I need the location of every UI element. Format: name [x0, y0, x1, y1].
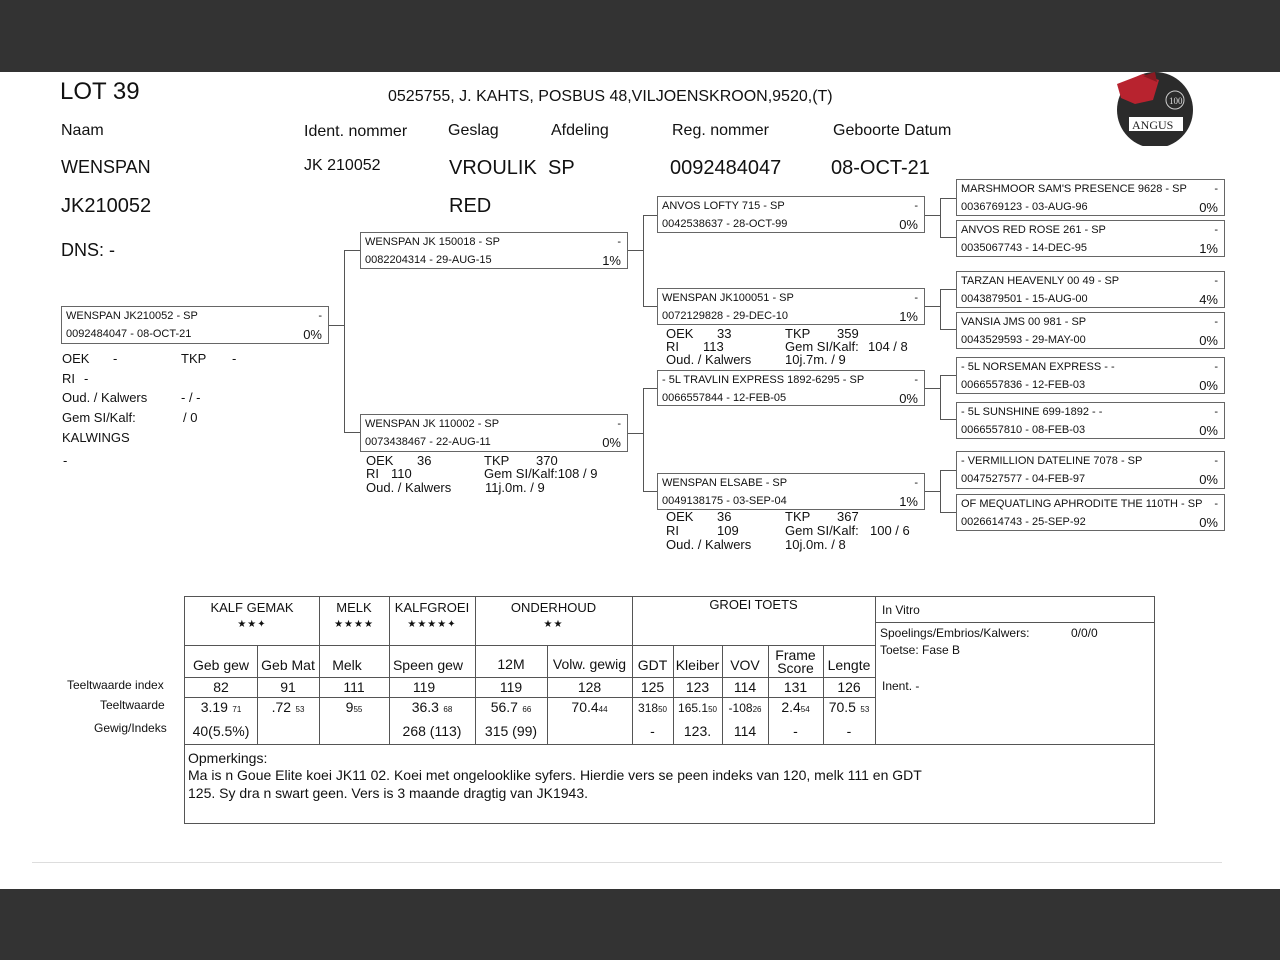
dam-ri-label: RI: [366, 466, 379, 481]
tw-kleiber: 165.150: [678, 701, 717, 715]
col-lengte: Lengte: [827, 657, 871, 673]
self-gem-label: Gem SI/Kalf:: [62, 410, 136, 425]
g24-oud-label: Oud. / Kalwers: [666, 537, 752, 552]
self-ri-label: RI: [62, 371, 75, 386]
group-melk: MELK: [336, 600, 372, 615]
bottom-bar: [0, 889, 1280, 960]
logo-text: ANGUS: [1132, 118, 1174, 132]
index-melk: 111: [343, 679, 365, 695]
gw-lengte: -: [846, 723, 852, 739]
pedigree-gen3-3: TARZAN HEAVENLY 00 49 - SP - 0043879501 - 15-AUG-00 4%: [956, 271, 1225, 308]
pedigree-gen3-1: MARSHMOOR SAM'S PRESENCE 9628 - SP - 0036769123 - 03-AUG-96 0%: [956, 179, 1225, 216]
group-onderhoud: ONDERHOUD: [510, 600, 597, 615]
angus-logo: [1113, 70, 1195, 146]
tw-12m: 56.7 66: [490, 699, 532, 715]
pedigree-gen3-7: - VERMILLION DATELINE 7078 - SP - 0047527577 - 04-FEB-97 0%: [956, 451, 1225, 489]
g21-oud-label: Oud. / Kalwers: [666, 352, 752, 367]
g21-gem-label: Gem SI/Kalf:: [785, 339, 859, 354]
gw-frame-score: -: [793, 723, 798, 739]
sire-reg: 0082204314 - 29-AUG-15: [365, 254, 492, 266]
tw-lengte: 70.5 53: [828, 699, 870, 715]
animal-kleur: RED: [449, 195, 492, 217]
self-ri: -: [84, 371, 89, 386]
pedigree-gen2-1: ANVOS LOFTY 715 - SP - 0042538637 - 28-OCT-99 0%: [657, 196, 925, 233]
dam-ri: 110: [391, 466, 412, 481]
g24-gem: 100 / 6: [870, 523, 910, 538]
animal-geboorte: 08-OCT-21: [831, 157, 930, 179]
index-kleiber: 123: [685, 679, 710, 695]
animal-reg: 0092484047: [670, 157, 782, 179]
remarks-line-2: 125. Sy dra n swart geen. Vers is 3 maande dragtig van JK1943.: [188, 785, 589, 801]
dam-oud-label: Oud. / Kalwers: [366, 480, 452, 495]
col-12m: 12M: [497, 656, 525, 672]
g21-tkp-label: TKP: [785, 326, 811, 341]
index-12m: 119: [499, 679, 523, 695]
pedigree-gen3-4: VANSIA JMS 00 981 - SP - 0043529593 - 29-MAY-00 0%: [956, 312, 1225, 349]
gw-12m: 315 (99): [484, 723, 538, 739]
header-reg: Reg. nommer: [672, 122, 769, 139]
remarks-title: Opmerkings:: [188, 750, 268, 766]
header-ident: Ident. nommer: [304, 123, 408, 140]
owner-info: 0525755, J. KAHTS, POSBUS 48,VILJOENSKROON,9520,(T): [388, 88, 833, 105]
self-gem: / 0: [183, 410, 198, 425]
pedigree-gen2-3: - 5L TRAVLIN EXPRESS 1892-6295 - SP - 0066557844 - 12-FEB-05 0%: [657, 370, 925, 406]
sire-pct: 1%: [602, 253, 621, 268]
col-volw-gewig: Volw. gewig: [552, 656, 627, 672]
kalfgroei-stars: ★★★★✦: [407, 619, 457, 630]
animal-ident: JK 210052: [304, 157, 381, 174]
self-oud: - / -: [181, 390, 201, 405]
row-label-index: Teeltwaarde index: [67, 678, 164, 692]
self-kalwings: KALWINGS: [62, 430, 130, 445]
g21-oud: 10j.7m. / 9: [785, 352, 846, 367]
animal-code: JK210052: [61, 195, 152, 217]
self-reg: 0092484047 - 08-OCT-21: [66, 328, 192, 340]
self-tkp-label: TKP: [181, 351, 207, 366]
self-extra: -: [63, 453, 68, 468]
g24-oud: 10j.0m. / 8: [785, 537, 846, 552]
spoelings-label: Spoelings/Embrios/Kalwers:: [880, 626, 1030, 640]
g24-oek: 36: [717, 509, 732, 524]
group-groeitoets: GROEI TOETS: [709, 597, 798, 612]
lot-number: LOT 39: [60, 78, 140, 105]
group-kalfgemak: KALF GEMAK: [210, 600, 294, 615]
pedigree-sire: WENSPAN JK 150018 - SP - 0082204314 - 29-AUG-15 1%: [360, 232, 628, 269]
top-bar: [0, 0, 1280, 72]
self-oek-label: OEK: [62, 351, 90, 366]
gw-gdt: -: [650, 723, 655, 739]
onderhoud-stars: ★★: [543, 619, 564, 630]
gw-vov: 114: [733, 723, 757, 739]
g24-tkp-label: TKP: [785, 509, 811, 524]
index-speen-gew: 119: [412, 679, 436, 695]
breeding-values-table: [184, 596, 1155, 824]
tw-geb-gew: 3.19 71: [200, 699, 242, 715]
tw-volw-gewig: 70.444: [571, 699, 608, 715]
g21-ri-label: RI: [666, 339, 679, 354]
g21-gem: 104 / 8: [868, 339, 908, 354]
col-speen-gew: Speen gew: [392, 657, 464, 673]
header-afdeling: Afdeling: [551, 122, 609, 139]
g21-ri: 113: [703, 339, 724, 354]
remarks-line-1: Ma is n Goue Elite koei JK11 02. Koei met ongelooklike syfers. Hierdie vers se peen indeks van 120, melk 111 en GDT: [188, 767, 922, 783]
col-kleiber: Kleiber: [675, 657, 720, 673]
g24-gem-label: Gem SI/Kalf:: [785, 523, 859, 538]
dam-oud: 11j.0m. / 9: [485, 480, 545, 495]
index-gdt: 125: [640, 679, 665, 695]
inent: Inent. -: [882, 679, 920, 693]
group-kalfgroei: KALFGROEI: [394, 600, 470, 615]
pedigree-gen3-5: - 5L NORSEMAN EXPRESS - - - 0066557836 - 12-FEB-03 0%: [956, 357, 1225, 394]
self-tkp: -: [232, 351, 237, 366]
tw-gdt: 31850: [638, 701, 667, 715]
gw-geb-gew: 40(5.5%): [192, 723, 250, 739]
pedigree-self: WENSPAN JK210052 - SP - 0092484047 - 08-OCT-21 0%: [61, 306, 329, 344]
dam-gem: Gem SI/Kalf:108 / 9: [484, 466, 598, 481]
dam-oek-label: OEK: [366, 453, 394, 468]
dam-name: WENSPAN JK 110002 - SP: [365, 418, 500, 430]
index-geb-gew: 82: [213, 679, 229, 695]
col-melk: Melk: [332, 657, 362, 673]
animal-naam: WENSPAN: [61, 157, 151, 177]
col-vov: VOV: [730, 657, 760, 673]
gw-speen-gew: 268 (113): [402, 723, 462, 739]
col-gdt: GDT: [637, 657, 668, 673]
divider: [32, 862, 1222, 863]
tw-frame-score: 2.454: [781, 699, 810, 715]
kalfgemak-stars: ★★✦: [237, 619, 267, 630]
in-vitro: In Vitro: [882, 603, 920, 617]
pedigree-gen2-4: WENSPAN ELSABE - SP - 0049138175 - 03-SEP-04 1%: [657, 473, 925, 510]
dam-tkp: 370: [536, 453, 558, 468]
self-pct: 0%: [303, 327, 322, 342]
row-label-gewig: Gewig/Indeks: [94, 721, 167, 735]
tw-geb-mat: .72 53: [271, 699, 305, 715]
col-frame-score: Frame Score: [775, 647, 816, 676]
dam-reg: 0073438467 - 22-AUG-11: [365, 436, 491, 448]
sire-name: WENSPAN JK 150018 - SP: [365, 236, 500, 248]
melk-stars: ★★★★: [334, 619, 374, 630]
tw-vov: -10826: [728, 701, 762, 715]
tw-speen-gew: 36.3 68: [411, 699, 453, 715]
animal-afdeling: SP: [548, 157, 575, 179]
col-geb-mat: Geb Mat: [261, 657, 315, 673]
header-geboorte: Geboorte Datum: [833, 122, 952, 139]
gw-kleiber: 123.: [683, 723, 712, 739]
pedigree-gen3-6: - 5L SUNSHINE 699-1892 - - - 0066557810 - 08-FEB-03 0%: [956, 402, 1225, 439]
g21-oek: 33: [717, 326, 732, 341]
row-label-teeltwaarde: Teeltwaarde: [100, 698, 165, 712]
index-volw-gewig: 128: [577, 679, 602, 695]
g24-ri-label: RI: [666, 523, 679, 538]
g24-ri: 109: [717, 523, 739, 538]
logo-badge: 100: [1169, 96, 1183, 106]
dam-tkp-label: TKP: [484, 453, 510, 468]
col-geb-gew: Geb gew: [192, 657, 250, 673]
index-frame-score: 131: [783, 679, 808, 695]
pedigree-gen3-2: ANVOS RED ROSE 261 - SP - 0035067743 - 14-DEC-95 1%: [956, 220, 1225, 257]
g24-oek-label: OEK: [666, 509, 694, 524]
header-geslag: Geslag: [448, 122, 499, 139]
self-oud-label: Oud. / Kalwers: [62, 390, 148, 405]
pedigree-gen3-8: OF MEQUATLING APHRODITE THE 110TH - SP - 0026614743 - 25-SEP-92 0%: [956, 494, 1225, 531]
self-oek: -: [113, 351, 118, 366]
dam-oek: 36: [417, 453, 432, 468]
header-naam: Naam: [61, 122, 104, 139]
g24-tkp: 367: [837, 509, 859, 524]
index-vov: 114: [733, 679, 757, 695]
toetse: Toetse: Fase B: [880, 643, 961, 657]
animal-geslag: VROULIK: [449, 157, 537, 179]
pedigree-gen2-2: WENSPAN JK100051 - SP - 0072129828 - 29-DEC-10 1%: [657, 288, 925, 325]
tw-melk: 955: [345, 699, 363, 715]
spoelings-value: 0/0/0: [1071, 626, 1098, 640]
index-geb-mat: 91: [280, 679, 296, 695]
dns: DNS: -: [61, 240, 115, 260]
pedigree-dam: WENSPAN JK 110002 - SP - 0073438467 - 22-AUG-11 0%: [360, 414, 628, 452]
g21-tkp: 359: [837, 326, 859, 341]
dam-pct: 0%: [602, 435, 621, 450]
index-lengte: 126: [837, 679, 861, 695]
self-name: WENSPAN JK210052 - SP: [66, 310, 198, 322]
g21-oek-label: OEK: [666, 326, 694, 341]
